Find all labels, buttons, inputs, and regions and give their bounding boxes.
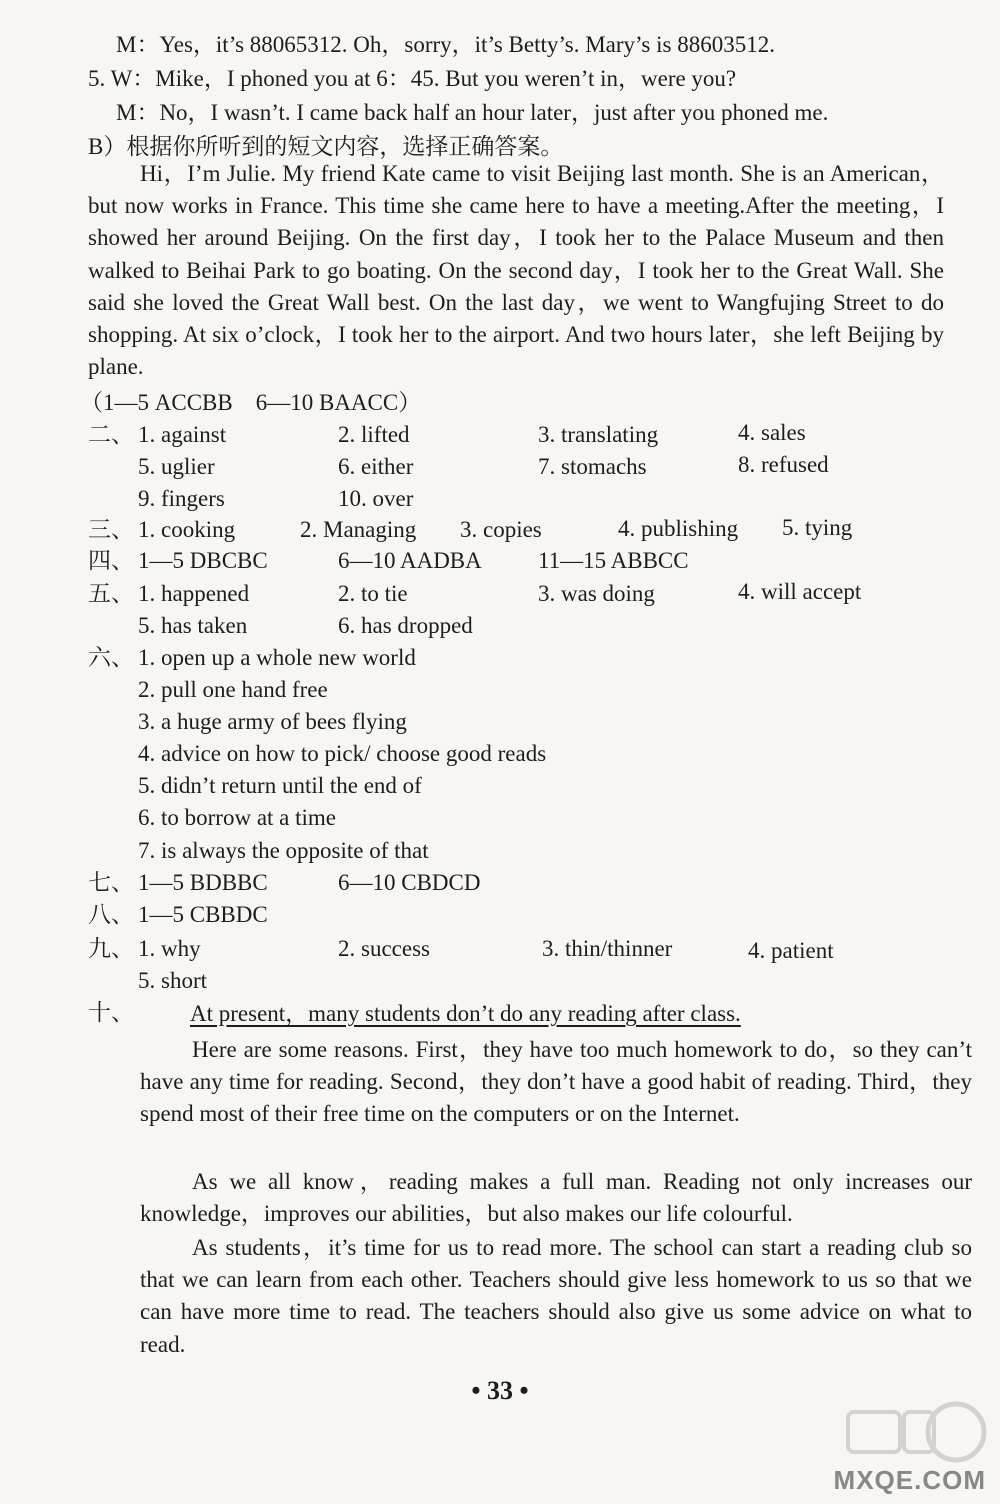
s8-item: 1—5 CBBDC	[138, 902, 268, 927]
s6-item: 2. pull one hand free	[138, 677, 328, 702]
s3-item: 5. tying	[782, 515, 853, 540]
s6-item: 6. to borrow at a time	[138, 805, 337, 830]
s4-item: 1—5 DBCBC	[138, 548, 268, 573]
s2-item: 9. fingers	[138, 486, 225, 511]
s7-item: 1—5 BDBBC	[138, 870, 268, 895]
s9-item: 4. patient	[748, 938, 834, 963]
essay-paragraph: As we all know，reading makes a full man. Reading not only increases our knowledge，improves our abilities，but also makes our life colourful.	[140, 1169, 972, 1227]
s2-item: 5. uglier	[138, 454, 215, 479]
listening-answers: （1—5 ACCBB 6—10 BAACC）	[80, 390, 422, 415]
s4-item: 6—10 AADBA	[338, 548, 482, 573]
dialogue-line-m: M：Yes，it’s 88065312. Oh，sorry，it’s Betty’s. Mary’s is 88603512.	[116, 32, 775, 57]
page-number: • 33 •	[471, 1376, 529, 1405]
s2-item: 10. over	[338, 486, 414, 511]
essay-paragraph: As students，it’s time for us to read more. The school can start a reading club so that we can learn from each other. Teachers should give less homework to us so that we can have more time to read. The teachers should also give us some advice on what to read.	[140, 1235, 972, 1357]
s9-item: 5. short	[138, 968, 207, 993]
section-8-label: 八、	[88, 902, 134, 927]
section-5-label: 五、	[88, 581, 134, 606]
s6-item: 1. open up a whole new world	[138, 645, 416, 670]
s5-item: 6. has dropped	[338, 613, 473, 638]
s2-item: 7. stomachs	[538, 454, 647, 479]
section-9-label: 九、	[88, 936, 134, 961]
s5-item: 4. will accept	[738, 579, 862, 604]
section-7-label: 七、	[88, 870, 134, 895]
section-10-label: 十、	[88, 1000, 134, 1025]
s2-item: 6. either	[338, 454, 414, 479]
s5-item: 5. has taken	[138, 613, 248, 638]
s6-item: 7. is always the opposite of that	[138, 838, 429, 863]
s2-item: 2. lifted	[338, 422, 410, 447]
s6-item: 3. a huge army of bees flying	[138, 709, 407, 734]
s5-item: 2. to tie	[338, 581, 408, 606]
s9-item: 1. why	[138, 936, 201, 961]
section-b-instruction: B）根据你所听到的短文内容，选择正确答案。	[88, 134, 564, 159]
s9-item: 3. thin/thinner	[542, 936, 673, 961]
s9-item: 2. success	[338, 936, 430, 961]
essay-title: At present，many students don’t do any reading after class.	[190, 1001, 741, 1026]
essay-paragraph: Here are some reasons. First，they have too much homework to do，so they can’t have any time for reading. Second，they don’t have a good habit of reading. Third，they spend most of their free time on the computers or on the Internet.	[140, 1037, 972, 1127]
listening-passage: Hi，I’m Julie. My friend Kate came to visit Beijing last month. She is an American，but now works in France. This time she came here to have a meeting.After the meeting，I showed her around Beijing. On the first day，I took her to the Palace Museum and then walked to Beihai Park to go boating. On the second day，I took her to the Great Wall. She said she loved the Great Wall best. On the last day，we went to Wangfujing Street to do shopping. At six o’clock，I took her to the airport. And two hours later，she left Beijing by plane.	[88, 161, 944, 380]
s3-item: 1. cooking	[138, 517, 236, 542]
s5-item: 1. happened	[138, 581, 250, 606]
s6-item: 5. didn’t return until the end of	[138, 773, 422, 798]
s6-item: 4. advice on how to pick/ choose good reads	[138, 741, 547, 766]
section-3-label: 三、	[88, 517, 134, 542]
s7-item: 6—10 CBDCD	[338, 870, 481, 895]
section-2-label: 二、	[88, 422, 134, 447]
s3-item: 4. publishing	[618, 516, 739, 541]
dialogue-line-m5: M：No，I wasn’t. I came back half an hour later，just after you phoned me.	[116, 100, 829, 125]
watermark-site: MXQE.COM	[833, 1465, 986, 1495]
s5-item: 3. was doing	[538, 581, 655, 606]
section-4-label: 四、	[88, 548, 134, 573]
dialogue-line-w5: 5. W：Mike，I phoned you at 6：45. But you weren’t in，were you?	[88, 66, 737, 91]
s3-item: 3. copies	[460, 517, 542, 542]
s2-item: 4. sales	[738, 420, 806, 445]
s4-item: 11—15 ABBCC	[538, 548, 689, 573]
s3-item: 2. Managing	[300, 517, 417, 542]
section-6-label: 六、	[88, 645, 134, 670]
s2-item: 1. against	[138, 422, 227, 447]
s2-item: 3. translating	[538, 422, 659, 447]
s2-item: 8. refused	[738, 452, 829, 477]
